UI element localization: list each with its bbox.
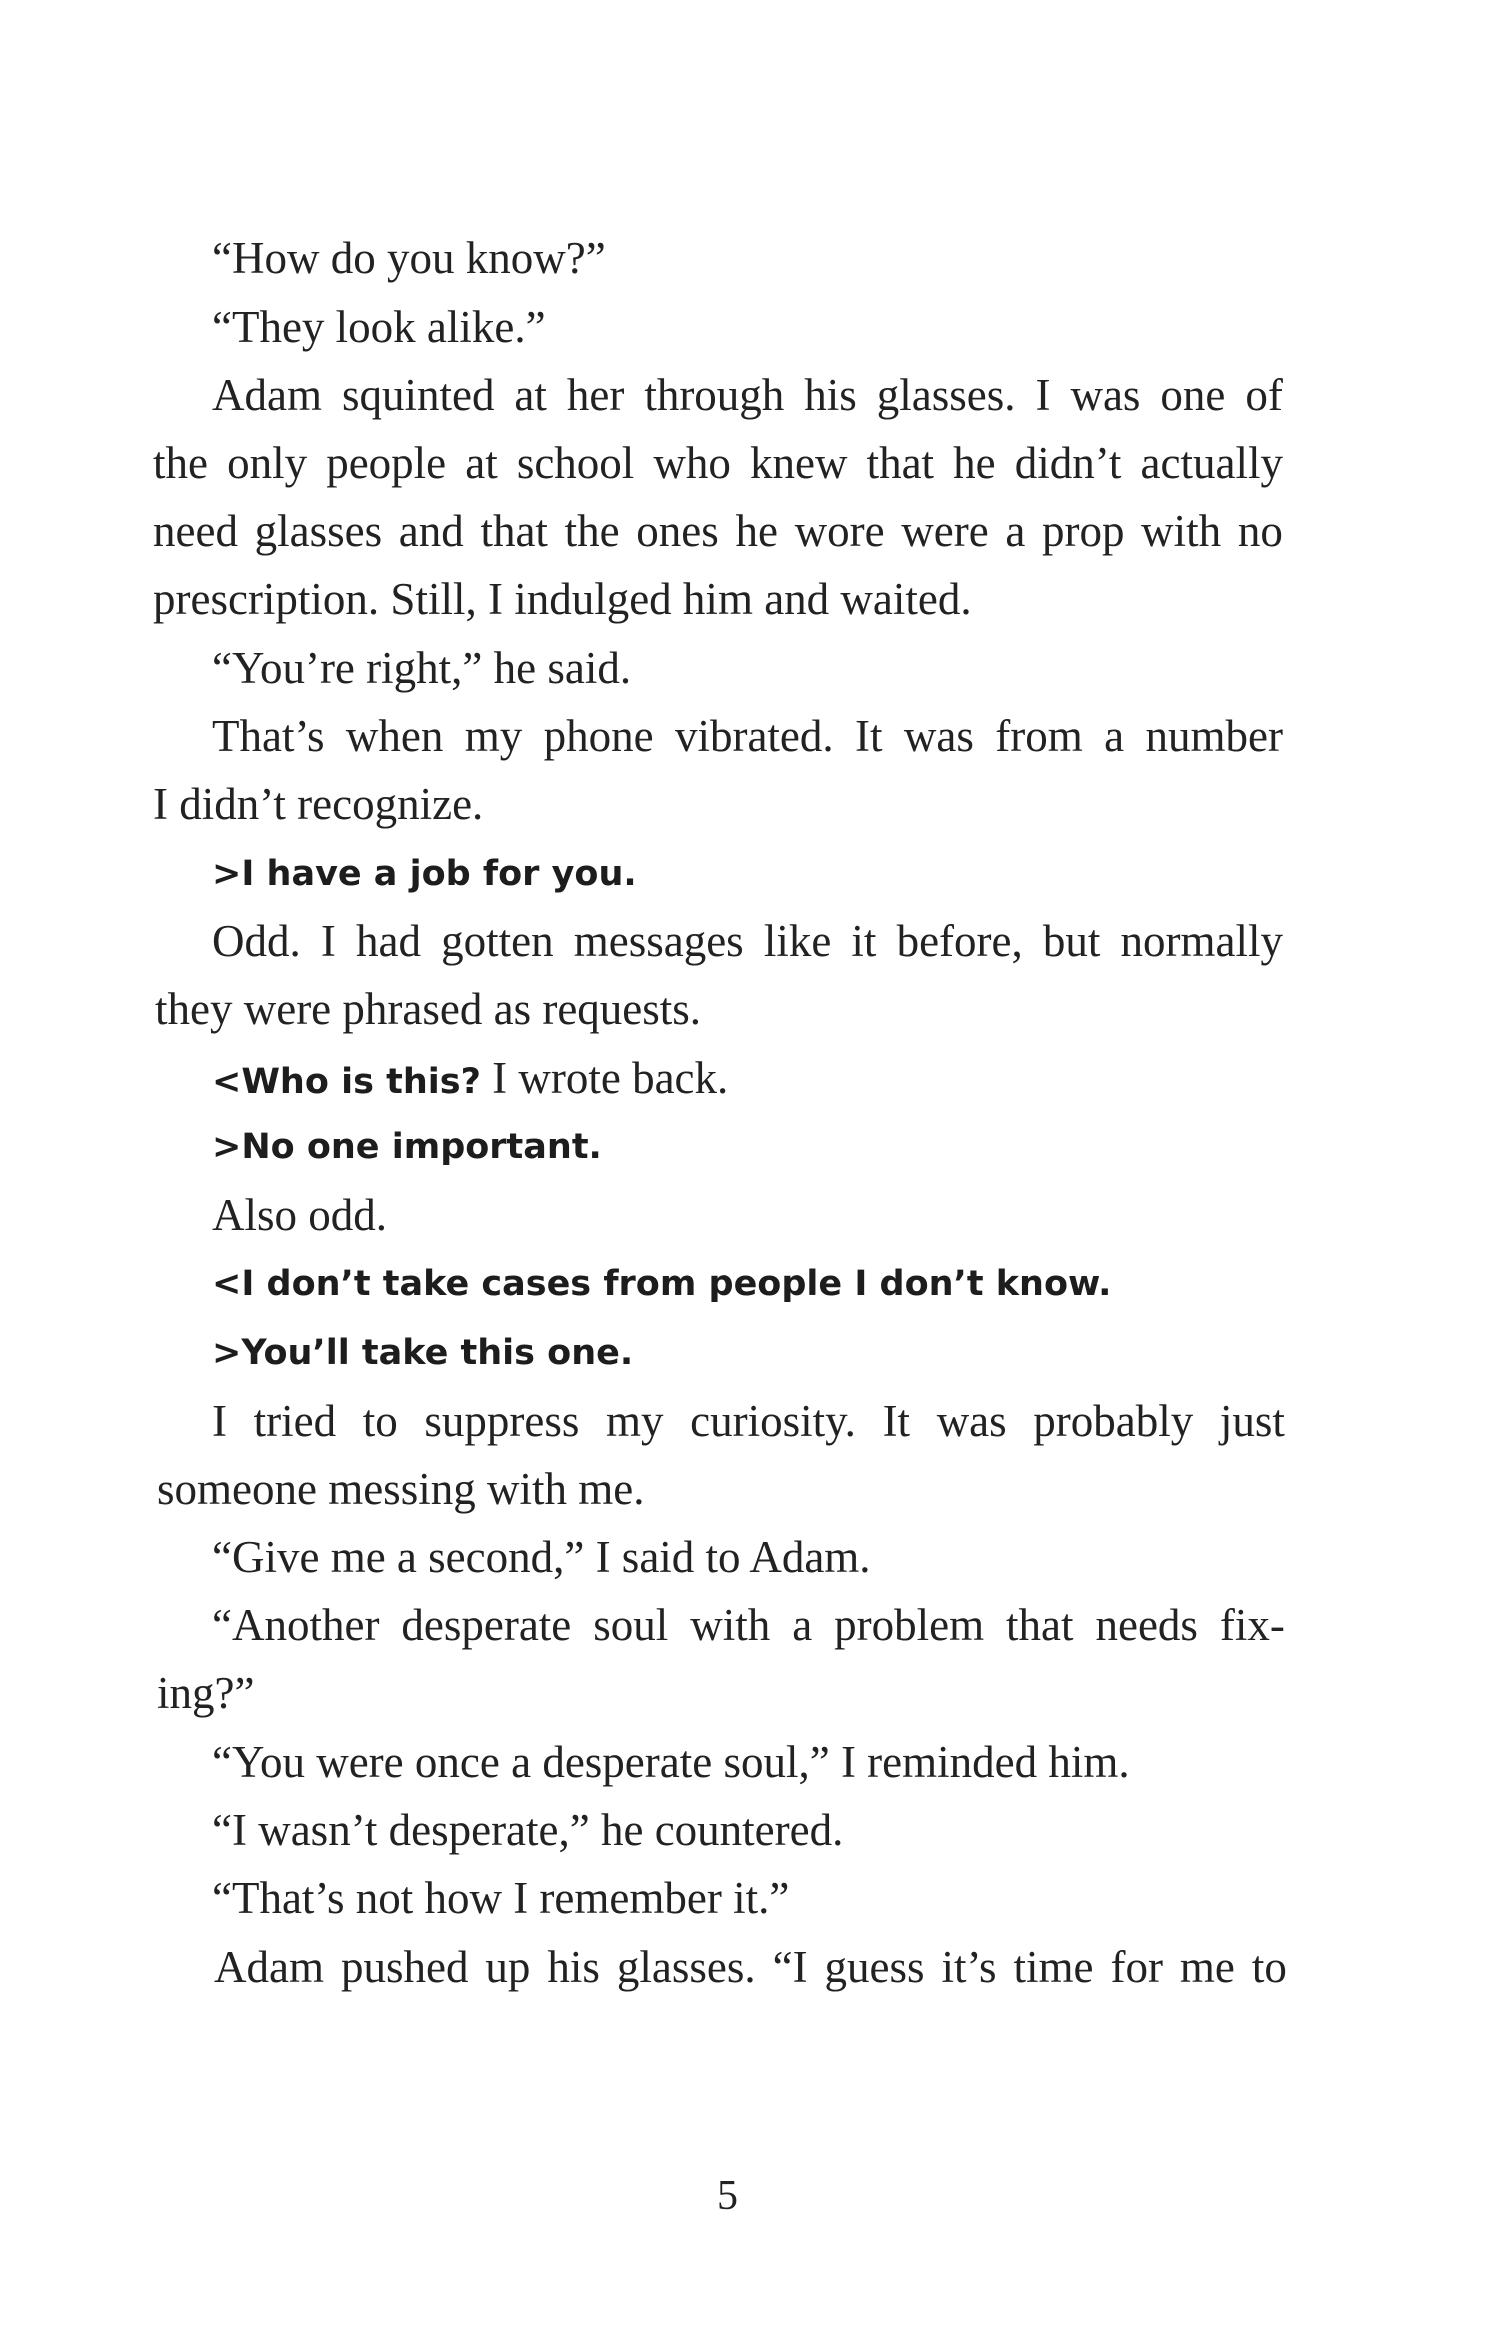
word: no (1237, 506, 1283, 556)
word: normally (1120, 916, 1283, 966)
text-line: I didn’t recognize. (153, 779, 484, 829)
word: I (212, 1396, 227, 1446)
text-line: “I wasn’t desperate,” he countered. (212, 1805, 844, 1855)
word: a (792, 1600, 813, 1650)
text-line (214, 1935, 1287, 1999)
word: desperate (401, 1600, 572, 1650)
text-line: they were phrased as requests. (155, 984, 702, 1034)
word: her (566, 370, 625, 420)
word: were (901, 506, 989, 556)
word: my (464, 711, 523, 761)
word: one (1160, 370, 1226, 420)
text-line: “They look alike.” (212, 302, 546, 352)
word: messages (573, 916, 744, 966)
narration-fragment: I wrote back. (480, 1053, 729, 1103)
text-line (212, 704, 1283, 768)
word: glasses. (616, 1942, 756, 1992)
word: “I (772, 1942, 808, 1992)
word: That’s (212, 711, 325, 761)
word: wore (794, 506, 885, 556)
word: with (690, 1600, 771, 1650)
word: that (1006, 1600, 1074, 1650)
word: just (1219, 1396, 1285, 1446)
text-message-line: >I have a job for you. (212, 854, 637, 894)
text-line (153, 499, 1283, 563)
word: at (514, 370, 547, 420)
word: school (516, 438, 635, 488)
word: of (1245, 370, 1283, 420)
word: his (804, 370, 857, 420)
word: a (1005, 506, 1026, 556)
word: prop (1042, 506, 1125, 556)
word: my (605, 1396, 664, 1446)
word: gotten (441, 916, 554, 966)
word: squinted (341, 370, 495, 420)
text-line: someone messing with me. (157, 1464, 645, 1514)
word: the (564, 506, 620, 556)
word: for (1110, 1942, 1163, 1992)
word: it’s (941, 1942, 997, 1992)
text-line: “How do you know?” (212, 233, 606, 283)
text-line (153, 431, 1283, 495)
word: he (953, 438, 996, 488)
text-line (212, 1046, 728, 1110)
word: up (485, 1942, 531, 1992)
word: It (855, 711, 883, 761)
word: Adam (214, 1942, 324, 1992)
word: a (1104, 711, 1125, 761)
word: was (936, 1396, 1007, 1446)
page-number: 5 (717, 2173, 738, 2219)
word: before, (896, 916, 1023, 966)
word: didn’t (1014, 438, 1122, 488)
word: I (320, 916, 336, 966)
word: it (851, 916, 877, 966)
word: tried (253, 1396, 337, 1446)
word: that (480, 506, 548, 556)
word: Adam (212, 370, 322, 420)
word: “Another (212, 1600, 380, 1650)
text-line: “That’s not how I remember it.” (212, 1873, 790, 1923)
word: people (326, 438, 447, 488)
word: It (882, 1396, 911, 1446)
text-message-line: <I don’t take cases from people I don’t know. (212, 1264, 1112, 1304)
word: like (763, 916, 832, 966)
word: through (644, 370, 785, 420)
word: suppress (424, 1396, 580, 1446)
text-line: Also odd. (212, 1190, 388, 1240)
text-message-fragment: <Who is this? (212, 1062, 481, 1102)
word: only (227, 438, 308, 488)
text-line: prescription. Still, I indulged him and waited. (153, 574, 972, 624)
word: number (1145, 711, 1283, 761)
word: ones (636, 506, 719, 556)
word: that (866, 438, 935, 488)
word: vibrated. (674, 711, 834, 761)
word: who (653, 438, 731, 488)
word: and (398, 506, 464, 556)
text-line: “You’re right,” he said. (212, 643, 632, 693)
word: I (1035, 370, 1051, 420)
word: phone (543, 711, 654, 761)
word: actually (1140, 438, 1283, 488)
text-line (212, 1593, 1285, 1657)
word: his (547, 1942, 600, 1992)
word: guess (824, 1942, 925, 1992)
word: need (153, 506, 238, 556)
text-message-line: >No one important. (212, 1127, 602, 1167)
word: probably (1033, 1396, 1194, 1446)
text-line: “You were once a desperate soul,” I reminded him. (212, 1737, 1130, 1787)
word: fix- (1219, 1600, 1285, 1650)
word: to (362, 1396, 398, 1446)
word: was (1070, 370, 1141, 420)
word: when (345, 711, 444, 761)
text-message-line: >You’ll take this one. (212, 1333, 634, 1373)
word: time (1013, 1942, 1094, 1992)
word: me (1179, 1942, 1235, 1992)
word: glasses (254, 506, 383, 556)
word: with (1141, 506, 1222, 556)
word: at (465, 438, 498, 488)
text-line: ing?” (157, 1668, 255, 1718)
word: curiosity. (690, 1396, 856, 1446)
word: pushed (340, 1942, 469, 1992)
word: to (1251, 1942, 1287, 1992)
word: from (995, 711, 1083, 761)
word: had (356, 916, 421, 966)
word: but (1042, 916, 1101, 966)
word: Odd. (212, 916, 301, 966)
word: was (903, 711, 974, 761)
text-line (212, 1389, 1285, 1453)
word: needs (1095, 1600, 1198, 1650)
word: knew (750, 438, 848, 488)
word: soul (593, 1600, 669, 1650)
text-line: “Give me a second,” I said to Adam. (212, 1532, 871, 1582)
word: he (735, 506, 778, 556)
word: the (153, 438, 208, 488)
text-line (212, 909, 1283, 973)
word: problem (834, 1600, 985, 1650)
word: glasses. (876, 370, 1016, 420)
text-line (212, 363, 1283, 427)
